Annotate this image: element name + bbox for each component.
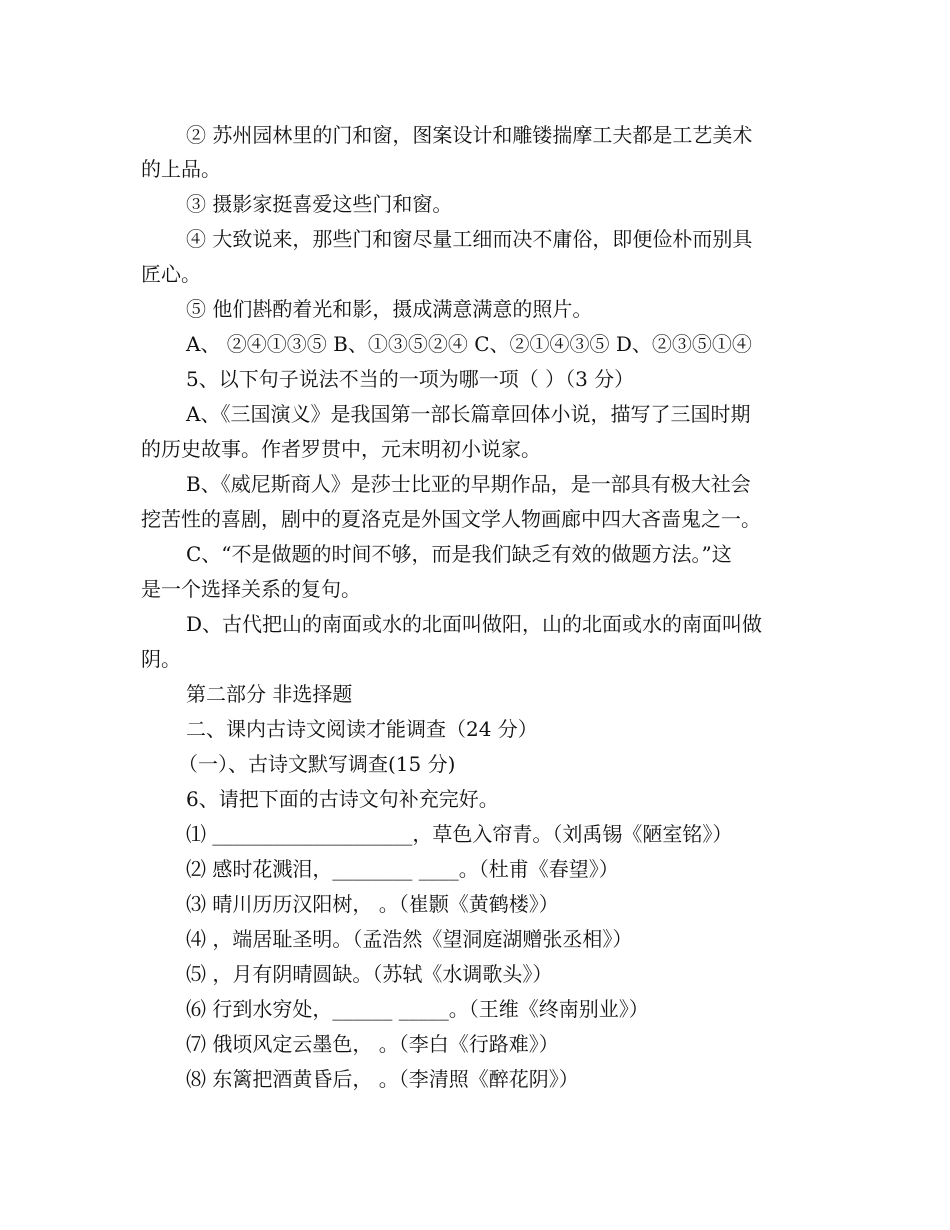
option-line-4: ④ 大致说来，那些门和窗尽量工细而决不庸俗，即便俭朴而别具 [186, 227, 753, 251]
q5-option-a-cont: 的历史故事。作者罗贯中，元末明初小说家。 [141, 437, 541, 461]
option-line-5: ⑤ 他们斟酌着光和影，摄成满意满意的照片。 [186, 297, 593, 321]
fill-item-3: ⑶ 晴川历历汉阳树， 。（崔颢《黄鹤楼》） [186, 892, 559, 916]
q5-option-a: A、《三国演义》是我国第一部长篇章回体小说，描写了三国时期 [186, 402, 751, 426]
fill-item-4: ⑷ ，端居耻圣明。（孟浩然《望洞庭湖赠张丞相》） [186, 927, 633, 951]
question-5: 5、以下句子说法不当的一项为哪一项（ ）（3 分） [186, 367, 635, 391]
question-6: 6、请把下面的古诗文句补充完好。 [186, 787, 499, 811]
q5-option-c-cont: 是一个选择关系的复句。 [141, 577, 361, 601]
option-line-3: ③ 摄影家挺喜爱这些门和窗。 [186, 192, 453, 216]
part-two-heading: 第二部分 非选择题 [186, 682, 353, 706]
fill-item-6: ⑹ 行到水穷处，______ _____。（王维《终南别业》） [186, 997, 649, 1021]
fill-item-8: ⑻ 东篱把酒黄昏后， 。（李清照《醉花阴》） [186, 1067, 579, 1091]
option-line-2-cont: 的上品。 [141, 157, 221, 181]
q5-option-b-cont: 挖苦性的喜剧，剧中的夏洛克是外国文学人物画廊中四大吝啬鬼之一。 [141, 507, 761, 531]
q5-option-c: C、“不是做题的时间不够，而是我们缺乏有效的做题方法。”这 [186, 542, 732, 566]
subsection-one-heading: （一）、古诗文默写调查(15 分) [178, 752, 456, 776]
answer-choices-q4: A、 ②④①③⑤ B、①③⑤②④ C、②①④③⑤ D、②③⑤①④ [186, 332, 752, 356]
option-line-4-cont: 匠心。 [141, 262, 201, 286]
section-two-heading: 二、课内古诗文阅读才能调查（24 分） [186, 717, 538, 741]
q5-option-d: D、古代把山的南面或水的北面叫做阳，山的北面或水的南面叫做 [186, 612, 763, 636]
fill-item-5: ⑸ ，月有阴晴圆缺。（苏轼《水调歌头》） [186, 962, 553, 986]
fill-item-1: ⑴ ____________________，草色入帘青。（刘禹锡《陋室铭》） [186, 822, 733, 846]
fill-item-2: ⑵ 感时花溅泪，________ ____。（杜甫《春望》） [186, 857, 619, 881]
option-line-2: ② 苏州园林里的门和窗，图案设计和雕镂揣摩工夫都是工艺美术 [186, 123, 753, 147]
fill-item-7: ⑺ 俄顷风定云墨色， 。（李白《行路难》） [186, 1032, 559, 1056]
q5-option-b: B、《威尼斯商人》是莎士比亚的早期作品，是一部具有极大社会 [186, 472, 751, 496]
q5-option-d-cont: 阴。 [141, 647, 181, 671]
